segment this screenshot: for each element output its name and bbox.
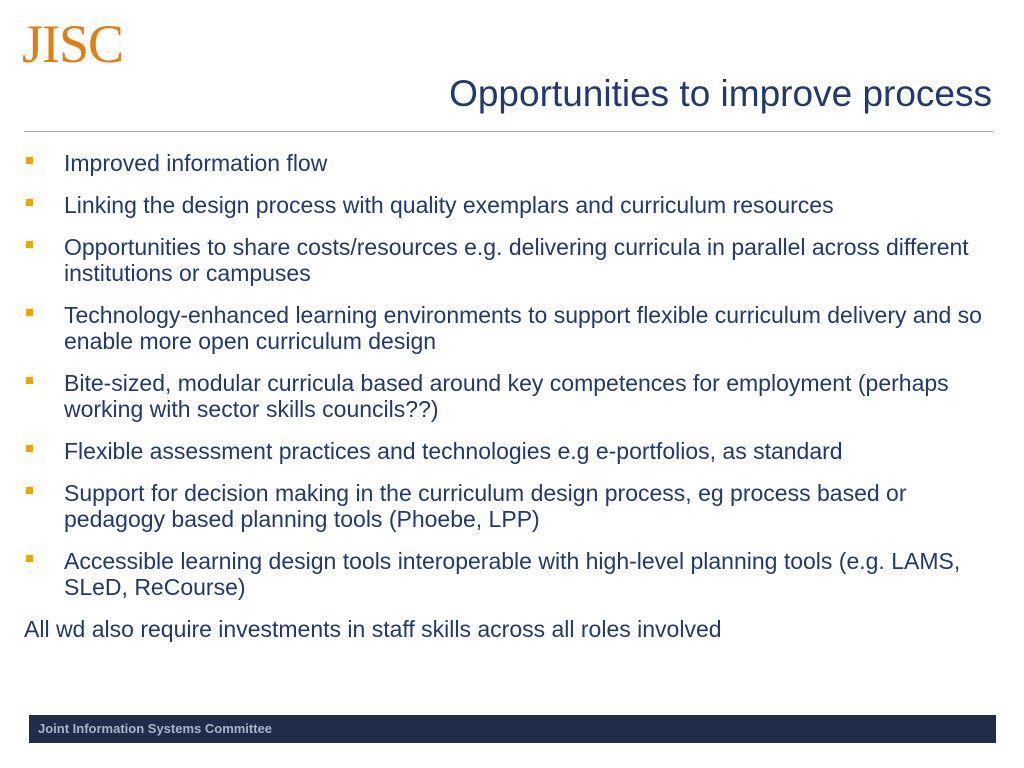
footer-bar	[29, 715, 996, 743]
bullet-item	[24, 234, 999, 286]
bullet-text: Accessible learning design tools interoperable with high-level planning tools (e.g. LAMS, SLeD, ReCourse)	[64, 548, 961, 600]
slide-title: Opportunities to improve process	[449, 73, 992, 114]
title-divider	[24, 131, 993, 132]
jisc-logo: JISC	[22, 14, 124, 74]
bullet-text: Flexible assessment practices and technologies e.g e-portfolios, as standard	[64, 438, 843, 464]
bullet-text: Opportunities to share costs/resources e.g. delivering curricula in parallel across different institutions or campuses	[64, 234, 969, 286]
square-bullet-icon	[26, 445, 33, 452]
square-bullet-icon	[26, 555, 33, 562]
square-bullet-icon	[26, 309, 33, 316]
bullet-item	[24, 150, 999, 176]
bullet-item	[24, 548, 999, 600]
square-bullet-icon	[26, 487, 33, 494]
bullet-item	[24, 302, 999, 354]
bullet-item	[24, 480, 999, 532]
square-bullet-icon	[26, 377, 33, 384]
square-bullet-icon	[26, 157, 33, 164]
bullet-list	[24, 150, 999, 600]
square-bullet-icon	[26, 241, 33, 248]
bullet-item	[24, 438, 999, 464]
bullet-item	[24, 370, 999, 422]
closing-note: All wd also require investments in staff skills across all roles involved	[24, 616, 722, 642]
bullet-text: Bite-sized, modular curricula based around key competences for employment (perhaps working with sector skills councils??)	[64, 370, 949, 422]
bullet-item	[24, 192, 999, 218]
bullet-text: Support for decision making in the curriculum design process, eg process based or pedagogy based planning tools (Phoebe, LPP)	[64, 480, 907, 532]
slide-body	[24, 150, 999, 642]
footer-text: Joint Information Systems Committee	[38, 721, 273, 736]
bullet-text: Technology-enhanced learning environments to support flexible curriculum delivery and so enable more open curriculum design	[64, 302, 982, 354]
bullet-text: Improved information flow	[64, 150, 328, 176]
square-bullet-icon	[26, 199, 33, 206]
bullet-text: Linking the design process with quality exemplars and curriculum resources	[64, 192, 834, 218]
